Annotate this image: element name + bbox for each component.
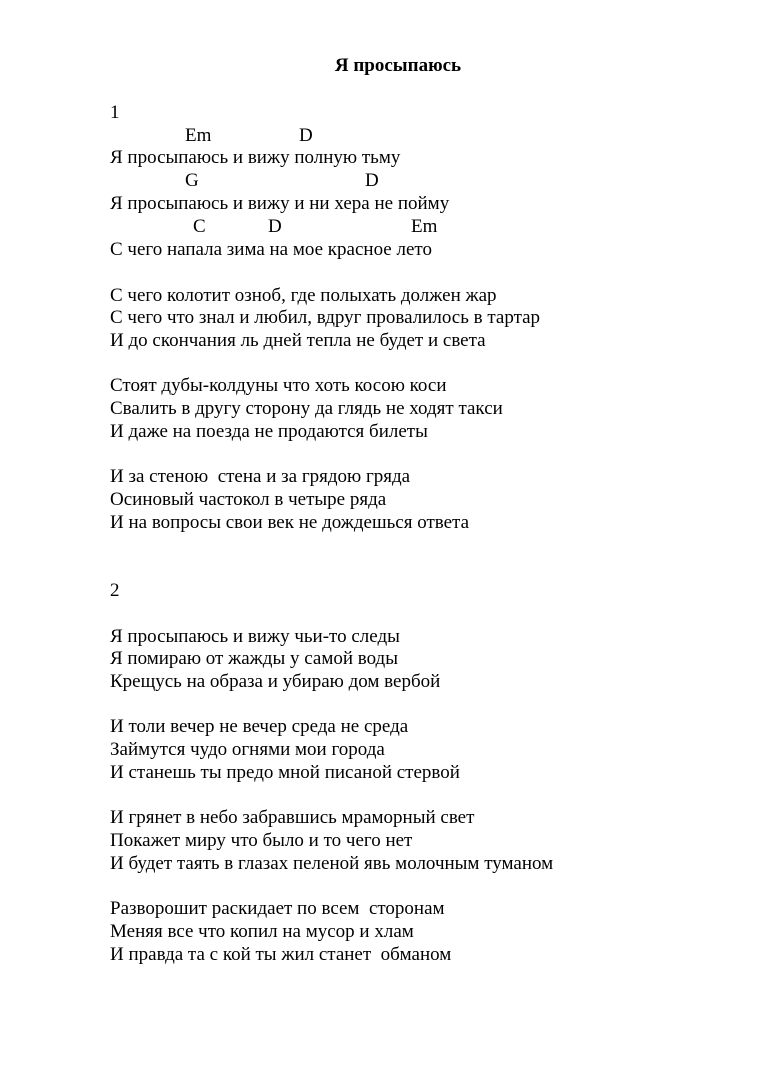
lyric-line: Свалить в другу сторону да глядь не ходят такси bbox=[110, 398, 503, 419]
lyric-line: И за стеною стена и за грядою гряда bbox=[110, 466, 411, 487]
lyric-line: И будет таять в глазах пеленой явь молочным туманом bbox=[110, 853, 554, 874]
lyric-line: Я просыпаюсь и вижу полную тьму bbox=[110, 147, 401, 168]
lyric-line: Я помираю от жажды у самой воды bbox=[110, 648, 398, 669]
lyric-line: И толи вечер не вечер среда не среда bbox=[110, 716, 409, 737]
lyric-line: И на вопросы свои век не дождешься ответа bbox=[110, 512, 470, 533]
lyric-line: С чего колотит озноб, где полыхать должен жар bbox=[110, 285, 497, 306]
lyric-line: Покажет миру что было и то чего нет bbox=[110, 830, 413, 851]
chord-d: D bbox=[268, 216, 282, 237]
lyric-line: Я просыпаюсь и вижу чьи-то следы bbox=[110, 626, 400, 647]
lyric-line: И до скончания ль дней тепла не будет и света bbox=[110, 330, 486, 351]
lyric-line: И грянет в небо забравшись мраморный свет bbox=[110, 807, 475, 828]
chord-d: D bbox=[365, 170, 379, 191]
lyric-line: Меняя все что копил на мусор и хлам bbox=[110, 921, 414, 942]
chord-c: C bbox=[193, 216, 206, 237]
chord-em: Em bbox=[185, 125, 212, 146]
chord-d: D bbox=[299, 125, 313, 146]
lyric-line: Крещусь на образа и убираю дом вербой bbox=[110, 671, 441, 692]
chord-em: Em bbox=[411, 216, 438, 237]
song-title: Я просыпаюсь bbox=[334, 55, 462, 76]
chord-g: G bbox=[185, 170, 199, 191]
lyric-line: И правда та с кой ты жил станет обманом bbox=[110, 944, 452, 965]
lyric-line: Займутся чудо огнями мои города bbox=[110, 739, 385, 760]
verse-1-number: 1 bbox=[110, 102, 120, 123]
lyric-line: С чего напала зима на мое красное лето bbox=[110, 239, 432, 260]
lyric-line: Разворошит раскидает по всем сторонам bbox=[110, 898, 445, 919]
lyric-line: И станешь ты предо мной писаной стервой bbox=[110, 762, 460, 783]
lyric-line: С чего что знал и любил, вдруг провалилось в тартар bbox=[110, 307, 541, 328]
lyric-line: Я просыпаюсь и вижу и ни хера не пойму bbox=[110, 193, 450, 214]
verse-2-number: 2 bbox=[110, 580, 120, 601]
lyric-line: Стоят дубы-колдуны что хоть косою коси bbox=[110, 375, 447, 396]
lyric-line: И даже на поезда не продаются билеты bbox=[110, 421, 428, 442]
lyric-line: Осиновый частокол в четыре ряда bbox=[110, 489, 387, 510]
